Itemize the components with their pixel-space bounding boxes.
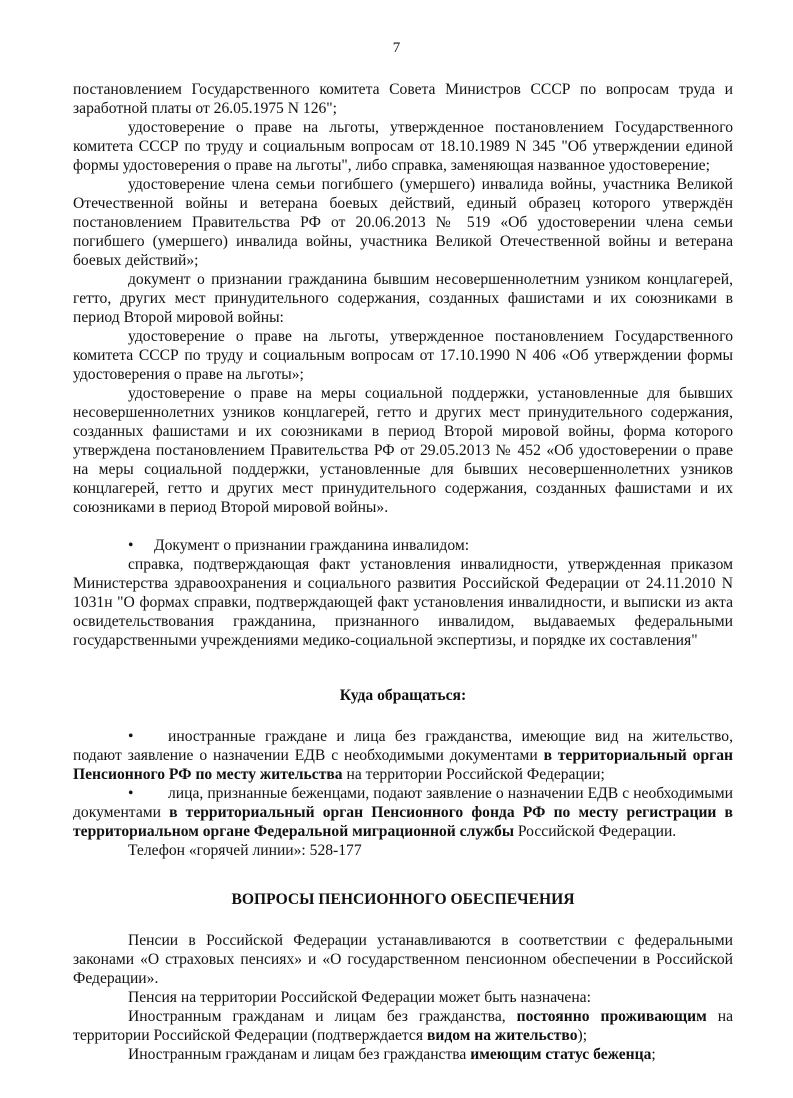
text-span: на территории Российской Федерации (подтверждается <box>73 1008 733 1044</box>
text-span: Иностранным гражданам и лицам без гражданства <box>128 1046 471 1063</box>
paragraph <box>73 1007 733 1045</box>
bullet-text: Российской Федерации. <box>514 823 677 840</box>
bullet-icon: • <box>128 728 134 745</box>
bullet-item <box>73 784 733 841</box>
paragraph: удостоверение о праве на меры социальной поддержки, установленные для бывших несовершеннолетних узников концлагерей, гетто и других мест принудительного содержания, созданных фашистами и их союзниками в период Второй мировой войны, форма которого утверждена постановлением Правительства РФ от 29.05.2013 № 452 «Об удостоверении о праве на меры социальной поддержки, установленные для бывших несовершеннолетних узников концлагерей, гетто и других мест принудительного содержания, созданных фашистами и их союзниками в период Второй мировой войны». <box>73 385 733 516</box>
page-content <box>73 80 733 1064</box>
bullet-text: иностранные граждане и лица без гражданства, имеющие вид на жительство, подают заявление о назначении ЕДВ с необходимыми документами <box>73 728 733 764</box>
bold-text: постоянно проживающим <box>516 1008 707 1025</box>
text-span: ; <box>651 1046 656 1063</box>
page-number: 7 <box>392 40 401 56</box>
paragraph <box>73 1045 733 1064</box>
bullet-item <box>73 727 733 784</box>
bold-text: в территориальный орган Пенсионного фонда РФ по месту регистрации в территориальном органе Федеральной миграционной службы <box>73 804 733 840</box>
bullet-icon: • <box>128 785 134 802</box>
bold-text: видом на жительство <box>426 1027 578 1044</box>
bullet-item <box>73 536 733 555</box>
bullet-text: на территории Российской Федерации; <box>342 766 605 783</box>
hotline-phone: Телефон «горячей линии»: 528-177 <box>128 842 362 859</box>
text-span: ); <box>577 1027 588 1044</box>
paragraph: справка, подтверждающая факт установления инвалидности, утвержденная приказом Министерства здравоохранения и социального развития Российской Федерации от 24.11.2010 N 1031н "О формах справки, подтверждающей факт установления инвалидности, и выписки из акта освидетельствования гражданина, признанного инвалидом, выдаваемых федеральными государственными учреждениями медико-социальной экспертизы, и порядке их составления" <box>73 556 733 649</box>
bullet-text: Документ о признании гражданина инвалидом: <box>154 537 470 554</box>
paragraph: удостоверение о праве на льготы, утвержденное постановлением Государственного комитета СССР по труду и социальным вопросам от 18.10.1989 N 345 "Об утверждении единой формы удостоверения о праве на льготы", либо справка, заменяющая названное удостоверение; <box>73 119 733 174</box>
section-heading-pension: ВОПРОСЫ ПЕНСИОННОГО ОБЕСПЕЧЕНИЯ <box>231 891 575 908</box>
bullet-text: лица, признанные беженцами, подают заявление о назначении ЕДВ с необходимыми документами <box>73 785 733 821</box>
bold-text: имеющим статус беженца <box>470 1046 652 1063</box>
paragraph: удостоверение члена семьи погибшего (умершего) инвалида войны, участника Великой Отечественной войны и ветерана боевых действий, единый образец которого утверждён постановлением Правительства РФ от 20.06.2013 № 519 «Об удостоверении члена семьи погибшего (умершего) инвалида войны, участника Великой Отечественной войны и ветерана боевых действий»; <box>73 176 733 269</box>
section-heading-where: Куда обращаться: <box>339 687 467 704</box>
paragraph: постановлением Государственного комитета Совета Министров СССР по вопросам труда и заработной платы от 26.05.1975 N 126"; <box>73 81 733 117</box>
paragraph: удостоверение о праве на льготы, утвержденное постановлением Государственного комитета СССР по труду и социальным вопросам от 17.10.1990 N 406 «Об утверждении формы удостоверения о праве на льготы»; <box>73 328 733 383</box>
paragraph: Пенсии в Российской Федерации устанавливаются в соответствии с федеральными законами «О страховых пенсиях» и «О государственном пенсионном обеспечении в Российской Федерации». <box>73 932 733 987</box>
bullet-icon: • <box>128 537 134 554</box>
paragraph: документ о признании гражданина бывшим несовершеннолетним узником концлагерей, гетто, других мест принудительного содержания, созданных фашистами и их союзниками в период Второй мировой войны: <box>73 271 733 326</box>
paragraph: Пенсия на территории Российской Федерации может быть назначена: <box>128 989 591 1006</box>
text-span: Иностранным гражданам и лицам без гражданства, <box>128 1008 517 1025</box>
bold-text: в территориальный орган Пенсионного РФ по месту жительства <box>73 747 733 783</box>
